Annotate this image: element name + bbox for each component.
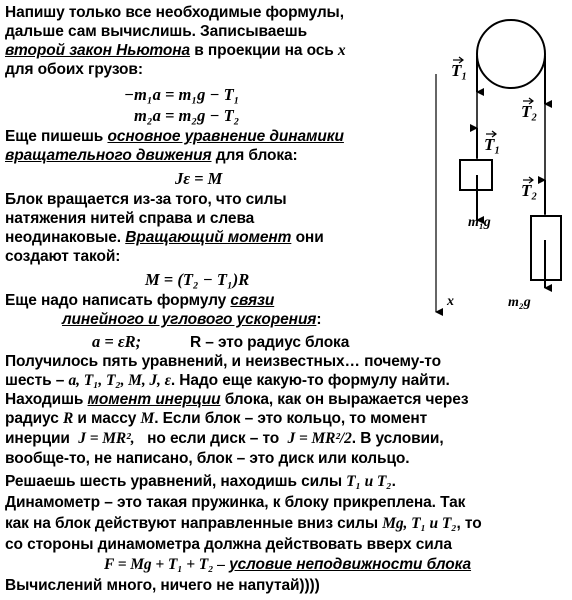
- moment-of-inertia-link[interactable]: момент инерции: [87, 391, 221, 408]
- text-line-24-b: .: [391, 473, 396, 490]
- text-line-3-rest: в проекции на ось: [194, 42, 334, 59]
- text-line-16-rest: :: [316, 311, 322, 328]
- rotation-dynamics-link[interactable]: основное уравнение динамики: [107, 128, 344, 145]
- equation-6: F = Mg + T₁ + T₂ –: [104, 556, 225, 573]
- text-line-21-a: радиус: [5, 410, 59, 427]
- equation-5-note: R – это радиус блока: [190, 334, 350, 351]
- text-line-21-b: и массу: [77, 410, 137, 427]
- forces-symbols: Mg, T₁ и T₂: [382, 515, 457, 532]
- pulley-wheel: [477, 20, 545, 88]
- text-line-12-pre: неодинаковые.: [5, 229, 122, 246]
- radius-symbol: R: [62, 410, 74, 427]
- x-axis-label: x: [447, 294, 454, 309]
- text-line-18: Получилось пять уравнений, и неизвестных… почему-то: [5, 353, 441, 370]
- equation-4: M = (T₂ − T₁)R: [145, 270, 250, 289]
- text-line-10: Блок вращается из-за того, что силы: [5, 191, 287, 208]
- text-line-22-a: инерции: [5, 430, 70, 447]
- text-line-24-a: Решаешь шесть уравнений, находишь силы: [5, 473, 342, 490]
- axis-x-symbol: x: [337, 42, 346, 59]
- text-line-2: дальше сам вычислишь. Записываешь: [5, 23, 308, 40]
- equation-2: m₂a = m₂g − T₂: [134, 106, 240, 125]
- text-line-27: со стороны динамометра должна действовать вверх сила: [5, 536, 452, 553]
- text-line-19-rest: . Надо еще какую-то формулу найти.: [170, 372, 450, 389]
- text-line-26-b: , то: [456, 515, 482, 532]
- m1g-label: m₁g: [468, 215, 491, 230]
- text-line-4: для обоих грузов:: [5, 61, 143, 78]
- equation-3: Jε = M: [175, 169, 223, 188]
- torque-link[interactable]: Вращающий момент: [125, 229, 292, 246]
- tensions-symbols: T₁ и T₂: [346, 473, 392, 490]
- block-equilibrium-link[interactable]: условие неподвижности блока: [229, 556, 472, 573]
- text-line-8-rest: для блока:: [215, 147, 298, 164]
- text-line-20-pre: Находишь: [5, 391, 84, 408]
- t1-mid-label: T₁: [484, 135, 501, 154]
- text-line-12-rest: они: [295, 229, 324, 246]
- t2-mid-label: T₂: [521, 181, 538, 200]
- linear-angular-acceleration-link[interactable]: линейного и углового ускорения: [62, 311, 317, 328]
- t2-top-label: T₂: [521, 102, 538, 121]
- rotational-motion-link[interactable]: вращательного движения: [5, 147, 212, 164]
- text-line-21-c: . Если блок – это кольцо, то момент: [154, 410, 428, 427]
- ring-inertia-formula: J = MR²,: [78, 430, 135, 447]
- relation-link[interactable]: связи: [230, 292, 275, 309]
- disk-inertia-formula: J = MR²/2: [287, 430, 352, 447]
- text-line-22-b: но если диск – то: [147, 430, 280, 447]
- mass-symbol: M: [140, 410, 155, 427]
- newton-second-law-link[interactable]: второй закон Ньютона: [5, 42, 191, 59]
- text-line-29: Вычислений много, ничего не напутай)))): [5, 577, 320, 594]
- m2g-label: m₂g: [508, 295, 531, 310]
- text-line-11: натяжения нитей справа и слева: [5, 210, 255, 227]
- unknowns-list: a, T₁, T₂, M, J, ε: [68, 372, 171, 389]
- t1-top-label: T₁: [451, 61, 468, 80]
- text-line-26-a: как на блок действуют направленные вниз силы: [5, 515, 378, 532]
- equation-1: −m₁a = m₁g − T₁: [124, 85, 240, 104]
- equation-5: a = εR;: [92, 332, 142, 351]
- text-line-19-pre: шесть –: [5, 372, 65, 389]
- text-line-20-rest: блока, как он выражается через: [224, 391, 469, 408]
- text-line-15-pre: Еще надо написать формулу: [5, 292, 227, 309]
- text-line-23: вообще-то, не написано, блок – это диск или кольцо.: [5, 450, 410, 467]
- text-line-22-c: . В условии,: [351, 430, 444, 447]
- text-line-13: создают такой:: [5, 248, 121, 265]
- text-line-1: Напишу только все необходимые формулы,: [5, 4, 344, 21]
- text-line-25: Динамометр – это такая пружинка, к блоку прикреплена. Так: [5, 494, 466, 511]
- text-line-7-pre: Еще пишешь: [5, 128, 104, 145]
